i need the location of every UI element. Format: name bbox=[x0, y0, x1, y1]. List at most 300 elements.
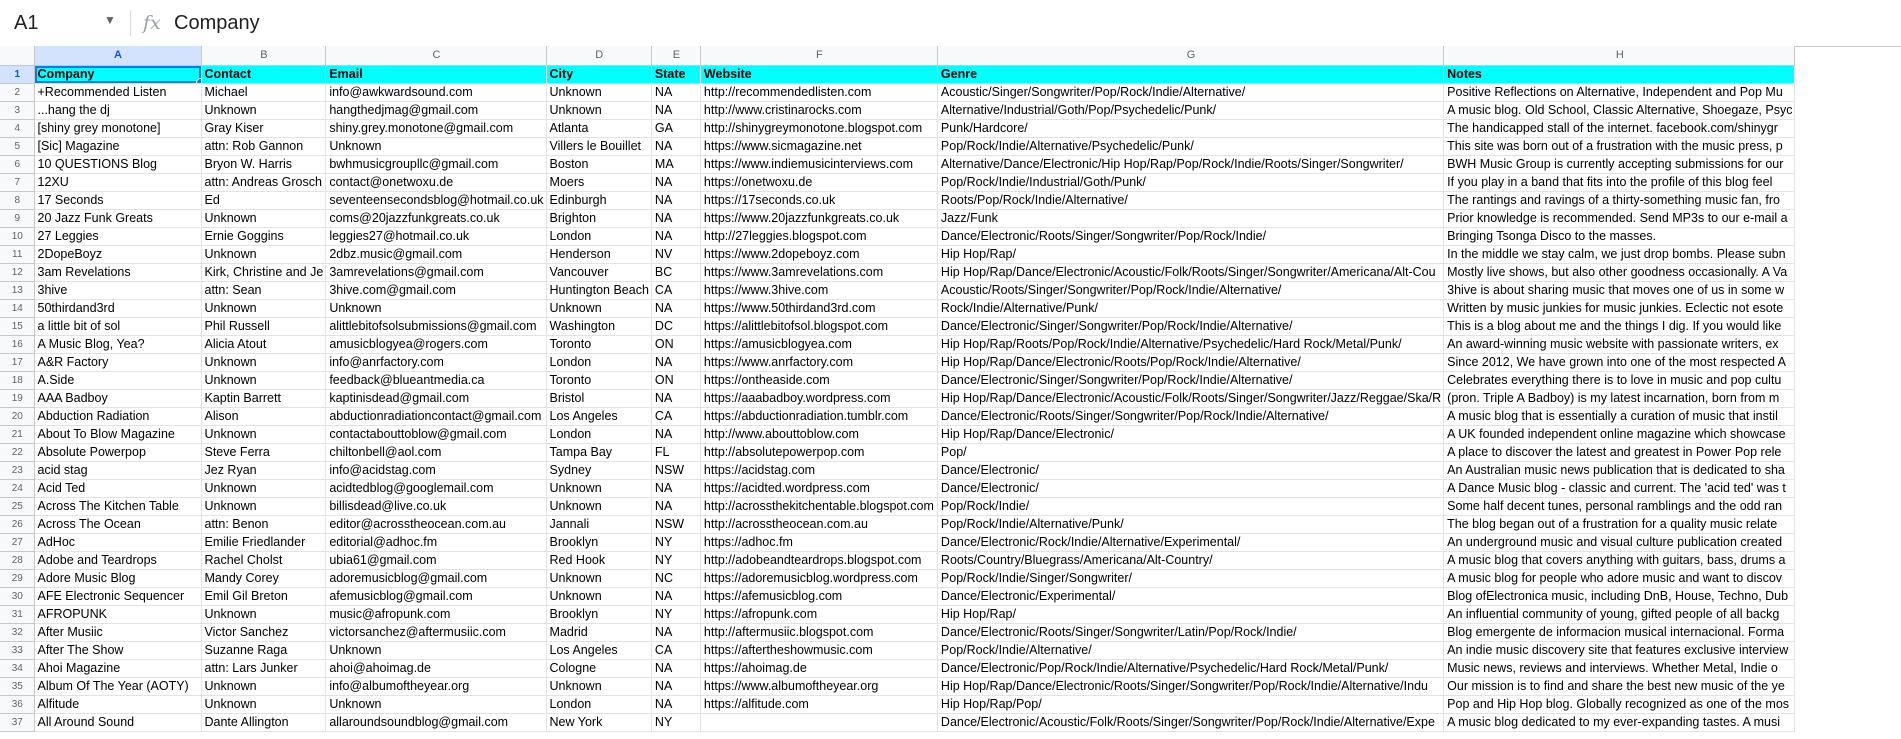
cell-website[interactable]: https://aaabadboy.wordpress.com bbox=[700, 389, 937, 407]
cell-genre[interactable]: Pop/Rock/Indie/Alternative/ bbox=[937, 641, 1443, 659]
cell-state[interactable]: NA bbox=[651, 173, 700, 191]
cell-contact[interactable]: Rachel Cholst bbox=[201, 551, 326, 569]
row-header[interactable]: 7 bbox=[0, 173, 34, 191]
cell-notes[interactable]: Pop and Hip Hop blog. Globally recognized as one of the mos bbox=[1444, 695, 1795, 713]
cell-contact[interactable]: attn: Sean bbox=[201, 281, 326, 299]
cell-website[interactable]: https://www.indiemusicinterviews.com bbox=[700, 155, 937, 173]
cell-notes[interactable]: In the middle we stay calm, we just drop bombs. Please subn bbox=[1444, 245, 1795, 263]
row-header[interactable]: 23 bbox=[0, 461, 34, 479]
cell-website[interactable]: http://www.cristinarocks.com bbox=[700, 101, 937, 119]
cell-city[interactable]: Unknown bbox=[546, 569, 651, 587]
row-header[interactable]: 15 bbox=[0, 317, 34, 335]
cell-company[interactable]: acid stag bbox=[34, 461, 201, 479]
cell-website[interactable]: https://abductionradiation.tumblr.com bbox=[700, 407, 937, 425]
cell-contact[interactable]: Jez Ryan bbox=[201, 461, 326, 479]
cell-state[interactable]: CA bbox=[651, 281, 700, 299]
row-header[interactable]: 21 bbox=[0, 425, 34, 443]
cell-contact[interactable]: Victor Sanchez bbox=[201, 623, 326, 641]
cell-state[interactable]: NA bbox=[651, 389, 700, 407]
row-header[interactable]: 8 bbox=[0, 191, 34, 209]
cell-email[interactable]: ahoi@ahoimag.de bbox=[326, 659, 546, 677]
cell-city[interactable]: Jannali bbox=[546, 515, 651, 533]
cell-company[interactable]: a little bit of sol bbox=[34, 317, 201, 335]
cell-genre[interactable]: Dance/Electronic/Roots/Singer/Songwriter/Pop/Rock/Indie/ bbox=[937, 227, 1443, 245]
cell-email-header[interactable]: Email bbox=[326, 65, 546, 83]
cell-state[interactable]: NA bbox=[651, 227, 700, 245]
cell-contact[interactable]: Unknown bbox=[201, 605, 326, 623]
row-header[interactable]: 28 bbox=[0, 551, 34, 569]
cell-email[interactable]: hangthedjmag@gmail.com bbox=[326, 101, 546, 119]
cell-email[interactable]: abductionradiationcontact@gmail.com bbox=[326, 407, 546, 425]
cell-genre[interactable]: Hip Hop/Rap/Dance/Electronic/Acoustic/Folk/Roots/Singer/Songwriter/Americana/Alt-Cou bbox=[937, 263, 1443, 281]
cell-city[interactable]: Unknown bbox=[546, 101, 651, 119]
cell-notes[interactable]: Celebrates everything there is to love in music and pop cultu bbox=[1444, 371, 1795, 389]
cell-email[interactable]: chiltonbell@aol.com bbox=[326, 443, 546, 461]
cell-email[interactable]: contact@onetwoxu.de bbox=[326, 173, 546, 191]
cell-notes[interactable]: A Dance Music blog - classic and current. The 'acid ted' was t bbox=[1444, 479, 1795, 497]
cell-notes[interactable]: A music blog that covers anything with guitars, bass, drums a bbox=[1444, 551, 1795, 569]
cell-state[interactable]: NA bbox=[651, 83, 700, 101]
cell-notes[interactable]: An influential community of young, gifted people of all backg bbox=[1444, 605, 1795, 623]
cell-genre[interactable]: Alternative/Industrial/Goth/Pop/Psychedelic/Punk/ bbox=[937, 101, 1443, 119]
cell-contact[interactable]: Unknown bbox=[201, 677, 326, 695]
cell-website[interactable]: http://adobeandteardrops.blogspot.com bbox=[700, 551, 937, 569]
dropdown-arrow-icon[interactable]: ▼ bbox=[104, 13, 116, 27]
cell-notes[interactable]: An indie music discovery site that features exclusive interview bbox=[1444, 641, 1795, 659]
cell-genre[interactable]: Pop/Rock/Indie/ bbox=[937, 497, 1443, 515]
row-header[interactable]: 11 bbox=[0, 245, 34, 263]
cell-notes[interactable]: Music news, reviews and interviews. Whether Metal, Indie o bbox=[1444, 659, 1795, 677]
cell-website[interactable]: https://onetwoxu.de bbox=[700, 173, 937, 191]
cell-contact[interactable]: Ed bbox=[201, 191, 326, 209]
cell-genre[interactable]: Pop/Rock/Indie/Alternative/Punk/ bbox=[937, 515, 1443, 533]
cell-genre[interactable]: Pop/ bbox=[937, 443, 1443, 461]
cell-website[interactable]: http://www.abouttoblow.com bbox=[700, 425, 937, 443]
cell-contact[interactable]: Steve Ferra bbox=[201, 443, 326, 461]
cell-state[interactable]: GA bbox=[651, 119, 700, 137]
cell-email[interactable]: leggies27@hotmail.co.uk bbox=[326, 227, 546, 245]
cell-genre[interactable]: Dance/Electronic/Singer/Songwriter/Pop/Rock/Indie/Alternative/ bbox=[937, 371, 1443, 389]
cell-city[interactable]: Moers bbox=[546, 173, 651, 191]
cell-city[interactable]: London bbox=[546, 425, 651, 443]
cell-email[interactable]: info@anrfactory.com bbox=[326, 353, 546, 371]
row-header[interactable]: 37 bbox=[0, 713, 34, 731]
select-all-corner[interactable] bbox=[0, 46, 34, 65]
cell-notes[interactable]: Positive Reflections on Alternative, Independent and Pop Mu bbox=[1444, 83, 1795, 101]
cell-contact[interactable]: Unknown bbox=[201, 101, 326, 119]
cell-company[interactable]: Alfitude bbox=[34, 695, 201, 713]
cell-company[interactable]: Absolute Powerpop bbox=[34, 443, 201, 461]
cell-notes[interactable]: Bringing Tsonga Disco to the masses. bbox=[1444, 227, 1795, 245]
cell-company[interactable]: 3hive bbox=[34, 281, 201, 299]
cell-company[interactable]: 50thirdand3rd bbox=[34, 299, 201, 317]
row-header[interactable]: 27 bbox=[0, 533, 34, 551]
cell-state[interactable]: NY bbox=[651, 605, 700, 623]
cell-notes[interactable]: This is a blog about me and the things I dig. If you would like bbox=[1444, 317, 1795, 335]
cell-email[interactable]: coms@20jazzfunkgreats.co.uk bbox=[326, 209, 546, 227]
cell-company[interactable]: All Around Sound bbox=[34, 713, 201, 731]
cell-genre[interactable]: Punk/Hardcore/ bbox=[937, 119, 1443, 137]
cell-city[interactable]: Huntington Beach bbox=[546, 281, 651, 299]
row-header[interactable]: 24 bbox=[0, 479, 34, 497]
cell-company[interactable]: 2DopeBoyz bbox=[34, 245, 201, 263]
cell-contact[interactable]: Alison bbox=[201, 407, 326, 425]
cell-company[interactable]: About To Blow Magazine bbox=[34, 425, 201, 443]
cell-contact[interactable]: Mandy Corey bbox=[201, 569, 326, 587]
cell-email[interactable]: bwhmusicgroupllc@gmail.com bbox=[326, 155, 546, 173]
cell-state[interactable]: ON bbox=[651, 335, 700, 353]
row-header[interactable]: 19 bbox=[0, 389, 34, 407]
row-header[interactable]: 6 bbox=[0, 155, 34, 173]
column-header-a[interactable]: A bbox=[34, 46, 201, 65]
cell-contact[interactable]: Unknown bbox=[201, 299, 326, 317]
cell-genre[interactable]: Dance/Electronic/Acoustic/Folk/Roots/Singer/Songwriter/Pop/Rock/Indie/Alternative/Expe bbox=[937, 713, 1443, 731]
row-header[interactable]: 17 bbox=[0, 353, 34, 371]
cell-city[interactable]: Los Angeles bbox=[546, 641, 651, 659]
cell-contact[interactable]: Suzanne Raga bbox=[201, 641, 326, 659]
cell-email[interactable]: editor@acrosstheocean.com.au bbox=[326, 515, 546, 533]
cell-notes[interactable]: Our mission is to find and share the best new music of the ye bbox=[1444, 677, 1795, 695]
cell-city[interactable]: Edinburgh bbox=[546, 191, 651, 209]
cell-company[interactable]: A Music Blog, Yea? bbox=[34, 335, 201, 353]
cell-genre[interactable]: Dance/Electronic/Roots/Singer/Songwriter/Latin/Pop/Rock/Indie/ bbox=[937, 623, 1443, 641]
cell-contact[interactable]: Unknown bbox=[201, 245, 326, 263]
cell-city[interactable]: Henderson bbox=[546, 245, 651, 263]
cell-genre[interactable]: Hip Hop/Rap/Dance/Electronic/ bbox=[937, 425, 1443, 443]
cell-company[interactable]: 10 QUESTIONS Blog bbox=[34, 155, 201, 173]
cell-email[interactable]: Unknown bbox=[326, 695, 546, 713]
cell-genre[interactable]: Hip Hop/Rap/Dance/Electronic/Roots/Pop/Rock/Indie/Alternative/ bbox=[937, 353, 1443, 371]
cell-genre[interactable]: Dance/Electronic/ bbox=[937, 479, 1443, 497]
cell-city[interactable]: Brooklyn bbox=[546, 605, 651, 623]
cell-city[interactable]: Unknown bbox=[546, 479, 651, 497]
cell-genre[interactable]: Dance/Electronic/Roots/Singer/Songwriter/Pop/Rock/Indie/Alternative/ bbox=[937, 407, 1443, 425]
cell-website[interactable] bbox=[700, 713, 937, 731]
cell-state[interactable]: NA bbox=[651, 425, 700, 443]
row-header[interactable]: 2 bbox=[0, 83, 34, 101]
cell-notes[interactable]: A music blog that is essentially a curation of music that instil bbox=[1444, 407, 1795, 425]
cell-email[interactable]: 3amrevelations@gmail.com bbox=[326, 263, 546, 281]
cell-contact[interactable]: Ernie Goggins bbox=[201, 227, 326, 245]
cell-notes[interactable]: BWH Music Group is currently accepting submissions for our bbox=[1444, 155, 1795, 173]
cell-state[interactable]: NSW bbox=[651, 461, 700, 479]
cell-state[interactable]: NA bbox=[651, 587, 700, 605]
cell-email[interactable]: alittlebitofsolsubmissions@gmail.com bbox=[326, 317, 546, 335]
cell-state[interactable]: CA bbox=[651, 641, 700, 659]
cell-website[interactable]: http://acrosstheocean.com.au bbox=[700, 515, 937, 533]
cell-company[interactable]: 27 Leggies bbox=[34, 227, 201, 245]
cell-genre[interactable]: Rock/Indie/Alternative/Punk/ bbox=[937, 299, 1443, 317]
cell-notes[interactable]: Some half decent tunes, personal ramblings and the odd ran bbox=[1444, 497, 1795, 515]
cell-contact[interactable]: Unknown bbox=[201, 353, 326, 371]
cell-contact[interactable]: Unknown bbox=[201, 695, 326, 713]
row-header[interactable]: 29 bbox=[0, 569, 34, 587]
cell-state[interactable]: NY bbox=[651, 713, 700, 731]
cell-website[interactable]: https://www.3amrevelations.com bbox=[700, 263, 937, 281]
cell-state[interactable]: NY bbox=[651, 551, 700, 569]
cell-state[interactable]: NA bbox=[651, 677, 700, 695]
cell-company[interactable]: 17 Seconds bbox=[34, 191, 201, 209]
cell-company[interactable]: After The Show bbox=[34, 641, 201, 659]
cell-state[interactable]: NC bbox=[651, 569, 700, 587]
cell-company[interactable]: 12XU bbox=[34, 173, 201, 191]
cell-website[interactable]: http://absolutepowerpop.com bbox=[700, 443, 937, 461]
cell-city[interactable]: Vancouver bbox=[546, 263, 651, 281]
cell-genre[interactable]: Dance/Electronic/Singer/Songwriter/Pop/Rock/Indie/Alternative/ bbox=[937, 317, 1443, 335]
cell-state[interactable]: NA bbox=[651, 623, 700, 641]
cell-website[interactable]: https://alittlebitofsol.blogspot.com bbox=[700, 317, 937, 335]
cell-city[interactable]: Villers le Bouillet bbox=[546, 137, 651, 155]
cell-company[interactable]: 3am Revelations bbox=[34, 263, 201, 281]
cell-notes[interactable]: A place to discover the latest and greatest in Power Pop rele bbox=[1444, 443, 1795, 461]
cell-genre[interactable]: Roots/Pop/Rock/Indie/Alternative/ bbox=[937, 191, 1443, 209]
cell-company[interactable]: AFE Electronic Sequencer bbox=[34, 587, 201, 605]
cell-genre[interactable]: Dance/Electronic/Rock/Indie/Alternative/Experimental/ bbox=[937, 533, 1443, 551]
cell-contact[interactable]: attn: Benon bbox=[201, 515, 326, 533]
cell-genre[interactable]: Dance/Electronic/ bbox=[937, 461, 1443, 479]
cell-state[interactable]: NA bbox=[651, 659, 700, 677]
cell-email[interactable]: feedback@blueantmedia.ca bbox=[326, 371, 546, 389]
cell-email[interactable]: info@acidstag.com bbox=[326, 461, 546, 479]
cell-email[interactable]: music@afropunk.com bbox=[326, 605, 546, 623]
cell-state[interactable]: NA bbox=[651, 137, 700, 155]
cell-genre[interactable]: Hip Hop/Rap/Roots/Pop/Rock/Indie/Alternative/Psychedelic/Hard Rock/Metal/Punk/ bbox=[937, 335, 1443, 353]
cell-email[interactable]: afemusicblog@gmail.com bbox=[326, 587, 546, 605]
cell-email[interactable]: Unknown bbox=[326, 137, 546, 155]
cell-notes[interactable]: Prior knowledge is recommended. Send MP3s to our e-mail a bbox=[1444, 209, 1795, 227]
cell-city[interactable]: Red Hook bbox=[546, 551, 651, 569]
cell-notes-header[interactable]: Notes bbox=[1444, 65, 1795, 83]
cell-website[interactable]: https://afemusicblog.com bbox=[700, 587, 937, 605]
cell-contact[interactable]: Emilie Friedlander bbox=[201, 533, 326, 551]
cell-genre[interactable]: Hip Hop/Rap/Pop/ bbox=[937, 695, 1443, 713]
cell-notes[interactable]: The blog began out of a frustration for a quality music relate bbox=[1444, 515, 1795, 533]
cell-company[interactable]: Abduction Radiation bbox=[34, 407, 201, 425]
cell-city[interactable]: Tampa Bay bbox=[546, 443, 651, 461]
row-header[interactable]: 4 bbox=[0, 119, 34, 137]
cell-city[interactable]: Atlanta bbox=[546, 119, 651, 137]
cell-website[interactable]: http://27leggies.blogspot.com bbox=[700, 227, 937, 245]
row-header[interactable]: 36 bbox=[0, 695, 34, 713]
cell-website[interactable]: http://recommendedlisten.com bbox=[700, 83, 937, 101]
cell-contact[interactable]: attn: Rob Gannon bbox=[201, 137, 326, 155]
cell-notes[interactable]: Blog ofElectronica music, including DnB, House, Techno, Dub bbox=[1444, 587, 1795, 605]
cell-website[interactable]: http://aftermusiic.blogspot.com bbox=[700, 623, 937, 641]
cell-company[interactable]: AdHoc bbox=[34, 533, 201, 551]
cell-company[interactable]: After Musiic bbox=[34, 623, 201, 641]
cell-notes[interactable]: The rantings and ravings of a thirty-something music fan, fro bbox=[1444, 191, 1795, 209]
cell-genre[interactable]: Hip Hop/Rap/ bbox=[937, 245, 1443, 263]
cell-website[interactable]: https://adoremusicblog.wordpress.com bbox=[700, 569, 937, 587]
cell-company[interactable]: AAA Badboy bbox=[34, 389, 201, 407]
cell-email[interactable]: editorial@adhoc.fm bbox=[326, 533, 546, 551]
cell-email[interactable]: 2dbz.music@gmail.com bbox=[326, 245, 546, 263]
fill-handle[interactable] bbox=[196, 78, 202, 84]
cell-genre[interactable]: Dance/Electronic/Pop/Rock/Indie/Alternative/Psychedelic/Hard Rock/Metal/Punk/ bbox=[937, 659, 1443, 677]
cell-website[interactable]: https://www.anrfactory.com bbox=[700, 353, 937, 371]
cell-genre[interactable]: Alternative/Dance/Electronic/Hip Hop/Rap/Pop/Rock/Indie/Roots/Singer/Songwriter/ bbox=[937, 155, 1443, 173]
cell-website[interactable]: https://ontheaside.com bbox=[700, 371, 937, 389]
cell-notes[interactable]: A music blog dedicated to my ever-expanding tastes. A musi bbox=[1444, 713, 1795, 731]
cell-genre[interactable]: Acoustic/Roots/Singer/Songwriter/Pop/Rock/Indie/Alternative/ bbox=[937, 281, 1443, 299]
cell-city[interactable]: Washington bbox=[546, 317, 651, 335]
cell-state-header[interactable]: State bbox=[651, 65, 700, 83]
cell-contact[interactable]: Alicia Atout bbox=[201, 335, 326, 353]
cell-website[interactable]: https://www.20jazzfunkgreats.co.uk bbox=[700, 209, 937, 227]
cell-website[interactable]: https://www.2dopeboyz.com bbox=[700, 245, 937, 263]
cell-genre[interactable]: Hip Hop/Rap/ bbox=[937, 605, 1443, 623]
cell-genre-header[interactable]: Genre bbox=[937, 65, 1443, 83]
cell-company[interactable]: [shiny grey monotone] bbox=[34, 119, 201, 137]
cell-email[interactable]: seventeensecondsblog@hotmail.co.uk bbox=[326, 191, 546, 209]
cell-state[interactable]: NA bbox=[651, 353, 700, 371]
cell-state[interactable]: ON bbox=[651, 371, 700, 389]
cell-state[interactable]: NA bbox=[651, 479, 700, 497]
cell-website[interactable]: https://acidstag.com bbox=[700, 461, 937, 479]
row-header[interactable]: 35 bbox=[0, 677, 34, 695]
cell-city[interactable]: Madrid bbox=[546, 623, 651, 641]
cell-state[interactable]: CA bbox=[651, 407, 700, 425]
cell-city[interactable]: Los Angeles bbox=[546, 407, 651, 425]
cell-notes[interactable]: (pron. Triple A Badboy) is my latest incarnation, born from m bbox=[1444, 389, 1795, 407]
cell-contact[interactable]: Unknown bbox=[201, 425, 326, 443]
cell-genre[interactable]: Jazz/Funk bbox=[937, 209, 1443, 227]
cell-email[interactable]: acidtedblog@googlemail.com bbox=[326, 479, 546, 497]
cell-genre[interactable]: Pop/Rock/Indie/Singer/Songwriter/ bbox=[937, 569, 1443, 587]
row-header[interactable]: 9 bbox=[0, 209, 34, 227]
cell-genre[interactable]: Pop/Rock/Indie/Industrial/Goth/Punk/ bbox=[937, 173, 1443, 191]
column-header-h[interactable]: H bbox=[1444, 46, 1795, 65]
cell-city[interactable]: Bristol bbox=[546, 389, 651, 407]
row-header[interactable]: 10 bbox=[0, 227, 34, 245]
cell-state[interactable]: NSW bbox=[651, 515, 700, 533]
cell-notes[interactable]: A UK founded independent online magazine which showcase bbox=[1444, 425, 1795, 443]
cell-website[interactable]: https://17seconds.co.uk bbox=[700, 191, 937, 209]
cell-company-header[interactable] bbox=[34, 65, 201, 83]
cell-company[interactable]: Album Of The Year (AOTY) bbox=[34, 677, 201, 695]
cell-email[interactable]: Unknown bbox=[326, 299, 546, 317]
cell-contact[interactable]: Gray Kiser bbox=[201, 119, 326, 137]
cell-website[interactable]: http://acrossthekitchentable.blogspot.com bbox=[700, 497, 937, 515]
cell-website[interactable]: https://aftertheshowmusic.com bbox=[700, 641, 937, 659]
row-header[interactable]: 18 bbox=[0, 371, 34, 389]
cell-contact[interactable]: Kirk, Christine and Je bbox=[201, 263, 326, 281]
cell-state[interactable]: NA bbox=[651, 497, 700, 515]
cell-city[interactable]: Unknown bbox=[546, 299, 651, 317]
cell-notes[interactable]: Mostly live shows, but also other goodness occasionally. A Va bbox=[1444, 263, 1795, 281]
cell-notes[interactable]: This site was born out of a frustration with the music press, p bbox=[1444, 137, 1795, 155]
formula-input[interactable]: Company bbox=[174, 12, 260, 34]
cell-state[interactable]: FL bbox=[651, 443, 700, 461]
cell-email[interactable]: info@awkwardsound.com bbox=[326, 83, 546, 101]
cell-genre[interactable]: Dance/Electronic/Experimental/ bbox=[937, 587, 1443, 605]
cell-email[interactable]: info@albumoftheyear.org bbox=[326, 677, 546, 695]
cell-email[interactable]: amusicblogyea@rogers.com bbox=[326, 335, 546, 353]
cell-state[interactable]: NY bbox=[651, 533, 700, 551]
cell-company[interactable]: Adore Music Blog bbox=[34, 569, 201, 587]
cell-state[interactable]: DC bbox=[651, 317, 700, 335]
cell-notes[interactable]: An award-winning music website with passionate writers, ex bbox=[1444, 335, 1795, 353]
cell-website[interactable]: https://afropunk.com bbox=[700, 605, 937, 623]
cell-contact[interactable]: Unknown bbox=[201, 497, 326, 515]
cell-notes[interactable]: 3hive is about sharing music that moves one of us in some w bbox=[1444, 281, 1795, 299]
cell-genre[interactable]: Hip Hop/Rap/Dance/Electronic/Acoustic/Folk/Roots/Singer/Songwriter/Jazz/Reggae/Ska/R bbox=[937, 389, 1443, 407]
cell-genre[interactable]: Hip Hop/Rap/Dance/Electronic/Roots/Singer/Songwriter/Pop/Rock/Indie/Alternative/Indu bbox=[937, 677, 1443, 695]
cell-state[interactable]: NA bbox=[651, 101, 700, 119]
cell-company[interactable]: Ahoi Magazine bbox=[34, 659, 201, 677]
cell-company[interactable]: A&R Factory bbox=[34, 353, 201, 371]
cell-email[interactable]: billisdead@live.co.uk bbox=[326, 497, 546, 515]
row-header[interactable]: 26 bbox=[0, 515, 34, 533]
cell-website[interactable]: https://www.albumoftheyear.org bbox=[700, 677, 937, 695]
row-header[interactable]: 14 bbox=[0, 299, 34, 317]
cell-state[interactable]: NA bbox=[651, 191, 700, 209]
cell-city[interactable]: Brighton bbox=[546, 209, 651, 227]
cell-company[interactable]: A.Side bbox=[34, 371, 201, 389]
column-header-g[interactable]: G bbox=[937, 46, 1443, 65]
cell-email[interactable]: adoremusicblog@gmail.com bbox=[326, 569, 546, 587]
cell-notes[interactable]: If you play in a band that fits into the profile of this blog feel bbox=[1444, 173, 1795, 191]
cell-email[interactable]: shiny.grey.monotone@gmail.com bbox=[326, 119, 546, 137]
cell-notes[interactable]: An underground music and visual culture publication created bbox=[1444, 533, 1795, 551]
cell-contact[interactable]: Unknown bbox=[201, 479, 326, 497]
row-header[interactable]: 20 bbox=[0, 407, 34, 425]
cell-state[interactable]: NA bbox=[651, 695, 700, 713]
cell-contact[interactable]: Dante Allington bbox=[201, 713, 326, 731]
cell-company[interactable]: AFROPUNK bbox=[34, 605, 201, 623]
cell-state[interactable]: MA bbox=[651, 155, 700, 173]
row-header[interactable]: 32 bbox=[0, 623, 34, 641]
cell-company[interactable]: 20 Jazz Funk Greats bbox=[34, 209, 201, 227]
cell-email[interactable]: Unknown bbox=[326, 641, 546, 659]
cell-contact-header[interactable]: Contact bbox=[201, 65, 326, 83]
cell-website[interactable]: https://adhoc.fm bbox=[700, 533, 937, 551]
cell-contact[interactable]: Kaptin Barrett bbox=[201, 389, 326, 407]
cell-state[interactable]: NA bbox=[651, 209, 700, 227]
column-header-e[interactable]: E bbox=[651, 46, 700, 65]
cell-company[interactable]: Across The Ocean bbox=[34, 515, 201, 533]
column-header-f[interactable]: F bbox=[700, 46, 937, 65]
cell-state[interactable]: BC bbox=[651, 263, 700, 281]
cell-genre[interactable]: Acoustic/Singer/Songwriter/Pop/Rock/Indie/Alternative/ bbox=[937, 83, 1443, 101]
row-header[interactable]: 3 bbox=[0, 101, 34, 119]
row-header[interactable]: 30 bbox=[0, 587, 34, 605]
cell-contact[interactable]: Unknown bbox=[201, 371, 326, 389]
cell-city[interactable]: London bbox=[546, 227, 651, 245]
cell-notes[interactable]: An Australian music news publication that is dedicated to sha bbox=[1444, 461, 1795, 479]
cell-company[interactable]: Acid Ted bbox=[34, 479, 201, 497]
cell-genre[interactable]: Roots/Country/Bluegrass/Americana/Alt-Country/ bbox=[937, 551, 1443, 569]
cell-city[interactable]: New York bbox=[546, 713, 651, 731]
cell-notes[interactable]: Since 2012, We have grown into one of the most respected A bbox=[1444, 353, 1795, 371]
cell-company[interactable]: Across The Kitchen Table bbox=[34, 497, 201, 515]
cell-email[interactable]: ubia61@gmail.com bbox=[326, 551, 546, 569]
column-header-c[interactable]: C bbox=[326, 46, 546, 65]
row-header[interactable]: 34 bbox=[0, 659, 34, 677]
cell-city[interactable]: London bbox=[546, 695, 651, 713]
cell-website[interactable]: https://amusicblogyea.com bbox=[700, 335, 937, 353]
row-header[interactable]: 5 bbox=[0, 137, 34, 155]
cell-genre[interactable]: Pop/Rock/Indie/Alternative/Psychedelic/Punk/ bbox=[937, 137, 1443, 155]
cell-notes[interactable]: A music blog. Old School, Classic Alternative, Shoegaze, Psyc bbox=[1444, 101, 1795, 119]
cell-email[interactable]: allaroundsoundblog@gmail.com bbox=[326, 713, 546, 731]
cell-email[interactable]: victorsanchez@aftermusiic.com bbox=[326, 623, 546, 641]
cell-notes[interactable]: Blog emergente de informacion musical internacional. Forma bbox=[1444, 623, 1795, 641]
row-header[interactable]: 1 bbox=[0, 65, 34, 83]
cell-notes[interactable]: The handicapped stall of the internet. facebook.com/shinygr bbox=[1444, 119, 1795, 137]
cell-website-header[interactable]: Website bbox=[700, 65, 937, 83]
cell-company[interactable]: Adobe and Teardrops bbox=[34, 551, 201, 569]
